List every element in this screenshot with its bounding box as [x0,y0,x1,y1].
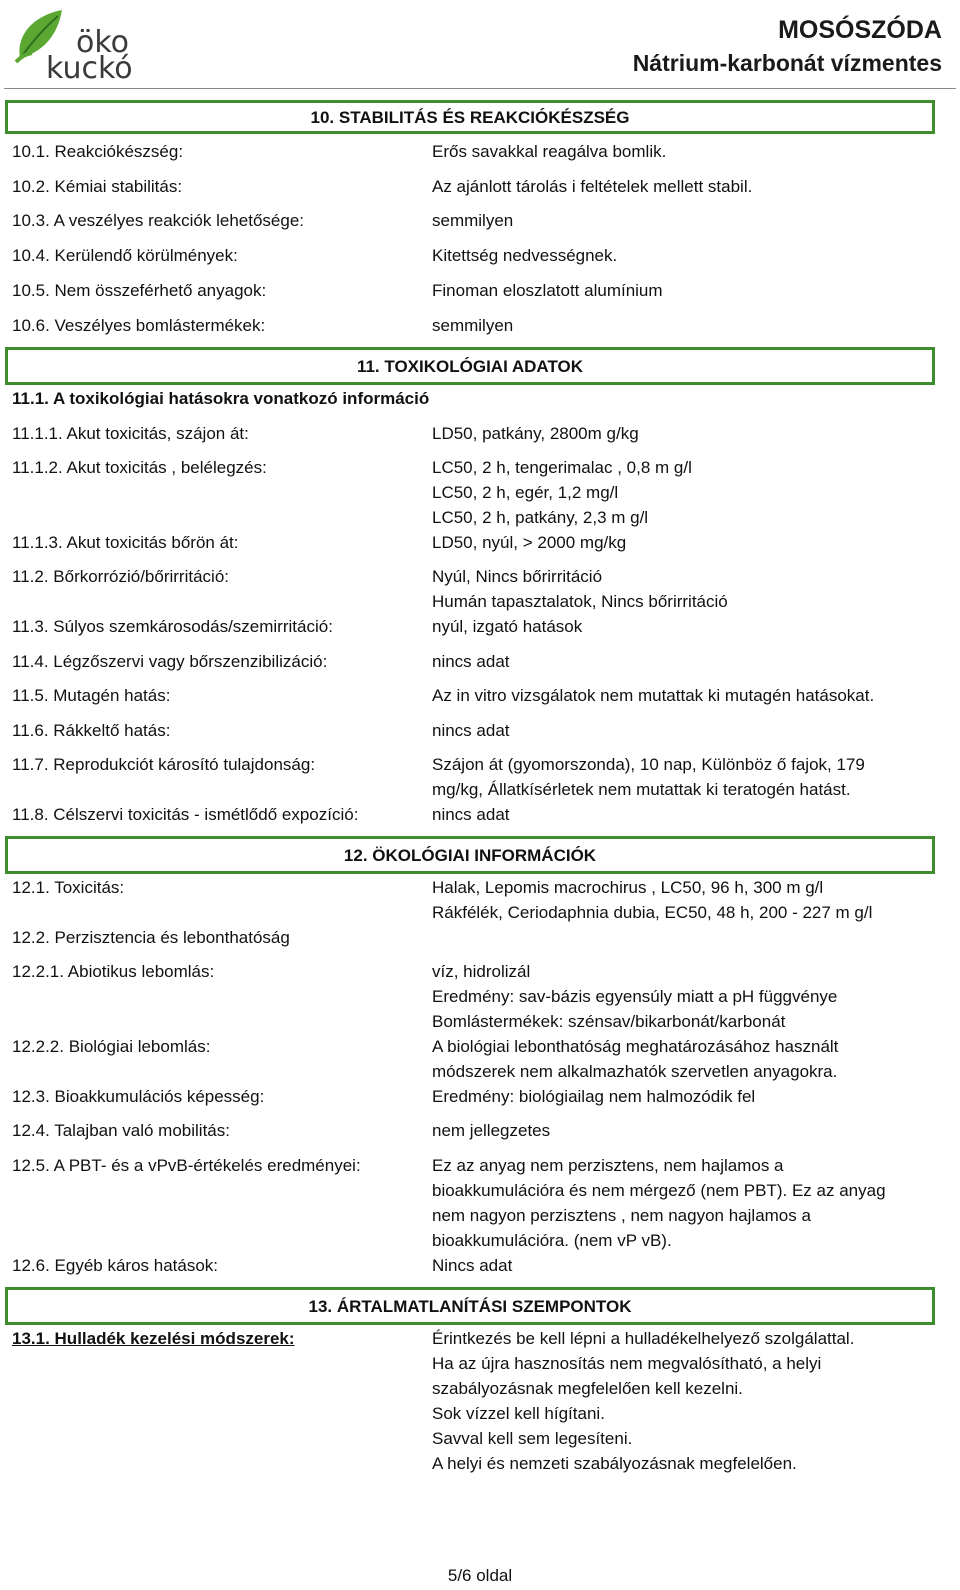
section-12-heading-box [5,836,935,874]
row-label: 11.5. Mutagén hatás: [12,686,171,705]
row-label: 12.1. Toxicitás: [12,878,125,897]
page-number: 5/6 oldal [447,1566,513,1585]
row-value: nincs adat [432,805,510,824]
product-title: MOSÓSZÓDA [778,16,942,44]
row-value: Az ajánlott tárolás i feltételek mellett stabil. [432,177,753,196]
row-label: 10.5. Nem összeférhető anyagok: [12,281,267,300]
section-10-heading-box [5,100,935,134]
row-value: A biológiai lebonthatóság meghatározásához használt [432,1037,839,1056]
row-label: 10.3. A veszélyes reakciók lehetősége: [12,211,305,230]
row-value: szabályozásnak megfelelően kell kezelni. [432,1379,743,1398]
row-value: Érintkezés be kell lépni a hulladékelhelyező szolgálattal. [432,1329,855,1348]
logo-text-top: öko [76,25,130,60]
row-value: LC50, 2 h, tengerimalac , 0,8 m g/l [432,458,692,477]
section-13-heading: 13. ÁRTALMATLANÍTÁSI SZEMPONTOK [308,1297,632,1316]
row-label: 10.4. Kerülendő körülmények: [12,246,238,265]
row-value: A helyi és nemzeti szabályozásnak megfelelően. [432,1454,797,1473]
row-label: 11.8. Célszervi toxicitás - ismétlődő expozíció: [12,805,359,824]
section-13-heading-box [5,1287,935,1325]
section-10-heading: 10. STABILITÁS ÉS REAKCIÓKÉSZSÉG [310,108,630,127]
oko-kucko-logo [12,6,152,84]
row-value: Erős savakkal reagálva bomlik. [432,142,667,161]
row-value: Ha az újra hasznosítás nem megvalósítható, a helyi [432,1354,822,1373]
row-value: Eredmény: sav-bázis egyensúly miatt a pH függvénye [432,987,838,1006]
row-label: 10.6. Veszélyes bomlástermékek: [12,316,266,335]
section-12-heading: 12. ÖKOLÓGIAI INFORMÁCIÓK [343,846,597,865]
row-value: LC50, 2 h, egér, 1,2 mg/l [432,483,619,502]
row-value: nem nagyon perzisztens , nem nagyon hajlamos a [432,1206,811,1225]
row-label: 11.6. Rákkeltő hatás: [12,721,171,740]
row-value: Ez az anyag nem perzisztens, nem hajlamos a [432,1156,784,1175]
row-value: mg/kg, Állatkísérletek nem mutattak ki teratogén hatást. [432,780,851,799]
row-label: 12.2. Perzisztencia és lebonthatóság [12,928,290,947]
logo-text-bottom: kuckó [46,51,133,86]
row-value: Finoman eloszlatott alumínium [432,281,663,300]
row-label: 12.6. Egyéb káros hatások: [12,1256,219,1275]
row-value: Savval kell sem legesíteni. [432,1429,633,1448]
row-label: 12.3. Bioakkumulációs képesség: [12,1087,265,1106]
row-value: Bomlástermékek: szénsav/bikarbonát/karbonát [432,1012,786,1031]
row-value: LC50, 2 h, patkány, 2,3 m g/l [432,508,649,527]
row-value: Szájon át (gyomorszonda), 10 nap, Különböz ő fajok, 179 [432,755,865,774]
row-value: Az in vitro vizsgálatok nem mutattak ki mutagén hatásokat. [432,686,875,705]
row-value: Halak, Lepomis macrochirus , LC50, 96 h, 300 m g/l [432,878,824,897]
row-value: semmilyen [432,316,514,335]
row-label: 11.7. Reprodukciót károsító tulajdonság: [12,755,316,774]
row-value: nincs adat [432,721,510,740]
row-value: bioakkumulációra. (nem vP vB). [432,1231,672,1250]
row-label: 10.2. Kémiai stabilitás: [12,177,183,196]
row-value: Sok vízzel kell hígítani. [432,1404,605,1423]
row-label: 12.2.1. Abiotikus lebomlás: [12,962,215,981]
section-11-heading-box [5,347,935,385]
row-value: Eredmény: biológiailag nem halmozódik fel [432,1087,756,1106]
row-label: 11.1.2. Akut toxicitás , belélegzés: [12,458,267,477]
row-label: 11.1.3. Akut toxicitás bőrön át: [12,533,239,552]
header-divider [4,88,956,89]
row-value: Nincs adat [432,1256,513,1275]
row-label: 11.2. Bőrkorrózió/bőrirritáció: [12,567,229,586]
row-label: 12.5. A PBT- és a vPvB-értékelés eredményei: [12,1156,361,1175]
row-label: 10.1. Reakciókészség: [12,142,184,161]
row-value: bioakkumulációra és nem mérgező (nem PBT). Ez az anyag [432,1181,886,1200]
row-label: 11.1.1. Akut toxicitás, szájon át: [12,424,249,443]
row-label: 12.2.2. Biológiai lebomlás: [12,1037,211,1056]
row-value: Nyúl, Nincs bőrirritáció [432,567,603,586]
row-value: Humán tapasztalatok, Nincs bőrirritáció [432,592,728,611]
row-label: 11.3. Súlyos szemkárosodás/szemirritáció: [12,617,333,636]
row-value: nyúl, izgató hatások [432,617,583,636]
section-11-subheading: 11.1. A toxikológiai hatásokra vonatkozó információ [12,389,430,408]
row-value: nincs adat [432,652,510,671]
section-11-heading: 11. TOXIKOLÓGIAI ADATOK [356,357,584,376]
product-subtitle: Nátrium-karbonát vízmentes [632,50,942,76]
row-label: 11.4. Légzőszervi vagy bőrszenzibilizáció: [12,652,328,671]
row-value: Rákfélék, Ceriodaphnia dubia, EC50, 48 h, 200 - 227 m g/l [432,903,873,922]
row-value: módszerek nem alkalmazhatók szervetlen anyagokra. [432,1062,838,1081]
row-value: LD50, nyúl, > 2000 mg/kg [432,533,627,552]
row-value: víz, hidrolizál [432,962,531,981]
row-value: LD50, patkány, 2800m g/kg [432,424,639,443]
row-value: semmilyen [432,211,514,230]
row-value: Kitettség nedvességnek. [432,246,618,265]
row-value: nem jellegzetes [432,1121,551,1140]
row-label: 12.4. Talajban való mobilitás: [12,1121,230,1140]
row-label: 13.1. Hulladék kezelési módszerek: [12,1329,295,1348]
